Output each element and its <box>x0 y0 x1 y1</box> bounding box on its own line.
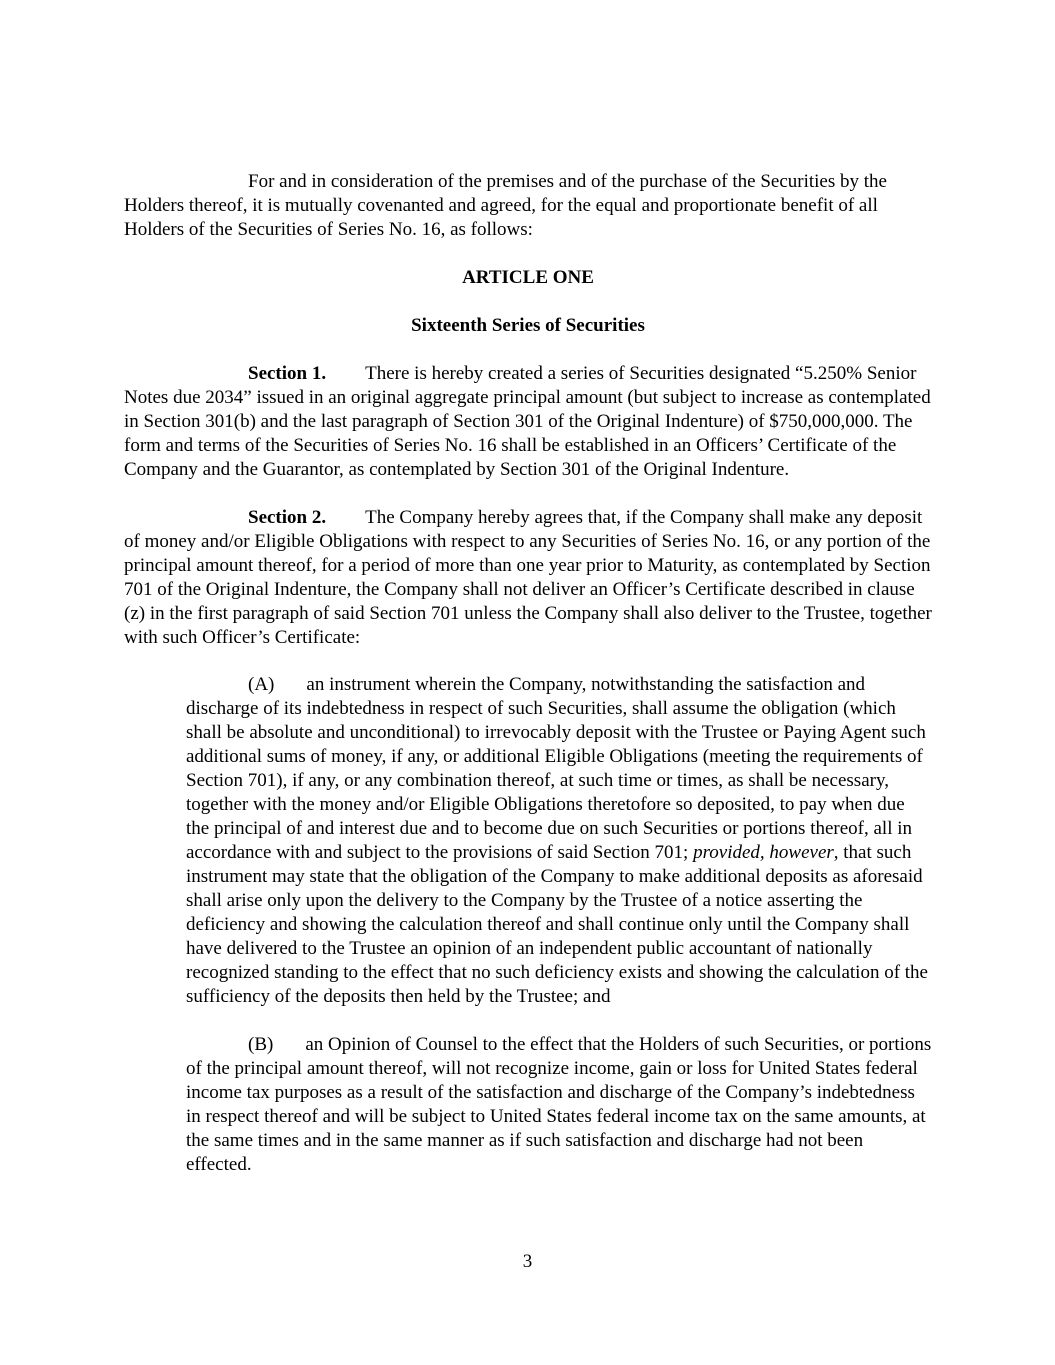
article-title: ARTICLE ONE <box>462 267 594 288</box>
section-1-label: Section 1. <box>248 363 327 384</box>
clause-b-text: an Opinion of Counsel to the effect that the Holders of such Securities, or portions of the principal amount thereof, will not recognize income, gain or loss for United States federal income tax purposes as a result of the satisfaction and discharge of the Company’s indebtedness in respect thereof and will be subject to United States federal income tax on the same amounts, at the same times and in the same manner as if such satisfaction and discharge had not been effected. <box>186 1034 932 1175</box>
article-subtitle: Sixteenth Series of Securities <box>411 315 645 336</box>
page-number: 3 <box>522 1251 533 1272</box>
clause-a-text-after: , that such instrument may state that the obligation of the Company to make additional deposits as aforesaid shall arise only upon the delivery to the Company by the Trustee of a notice asserting the deficiency and showing the calculation thereof and shall continue only until the Company shall have delivered to the Trustee an opinion of an independent public accountant of nationally recognized standing to the effect that no such deficiency exists and showing the calculation of the sufficiency of the deposits then held by the Trustee; and <box>186 842 928 1007</box>
intro-paragraph: For and in consideration of the premises and of the purchase of the Securities by the Holders thereof, it is mutually covenanted and agreed, for the equal and proportionate benefit of all Holders of the Securities of Series No. 16, as follows: <box>124 171 887 240</box>
clause-a-paragraph <box>186 673 932 1009</box>
clause-b-paragraph <box>186 1033 932 1177</box>
section-2-label: Section 2. <box>248 507 327 528</box>
section-2-paragraph <box>124 506 932 650</box>
section-2-text: The Company hereby agrees that, if the Company shall make any deposit of money and/or Eligible Obligations with respect to any Securities of Series No. 16, or any portion of the principal amount thereof, for a period of more than one year prior to Maturity, as contemplated by Section 701 of the Original Indenture, the Company shall not deliver an Officer’s Certificate described in clause (z) in the first paragraph of said Section 701 unless the Company shall also deliver to the Trustee, together with such Officer’s Certificate: <box>124 507 932 648</box>
clause-b-label: (B) <box>248 1034 274 1055</box>
section-1-text: There is hereby created a series of Securities designated “5.250% Senior Notes due 2034” issued in an original aggregate principal amount (but subject to increase as contemplated in Section 301(b) and the last paragraph of Section 301 of the Original Indenture) of $750,000,000. The form and terms of the Securities of Series No. 16 shall be established in an Officers’ Certificate of the Company and the Guarantor, as contemplated by Section 301 of the Original Indenture. <box>124 363 931 480</box>
section-1-paragraph <box>124 362 932 482</box>
clause-a-italic: provided, however <box>693 842 834 863</box>
document-body <box>124 170 932 1177</box>
clause-a-label: (A) <box>248 674 275 695</box>
clause-a-text-before: an instrument wherein the Company, notwithstanding the satisfaction and discharge of its indebtedness in respect of such Securities, shall assume the obligation (which shall be absolute and unconditional) to irrevocably deposit with the Trustee or Paying Agent such additional sums of money, if any, or additional Eligible Obligations (meeting the requirements of Section 701), if any, or any combination thereof, at such time or times, as shall be necessary, together with the money and/or Eligible Obligations theretofore so deposited, to pay when due the principal of and interest due and to become due on such Securities or portions thereof, all in accordance with and subject to the provisions of said Section 701; <box>186 674 926 863</box>
